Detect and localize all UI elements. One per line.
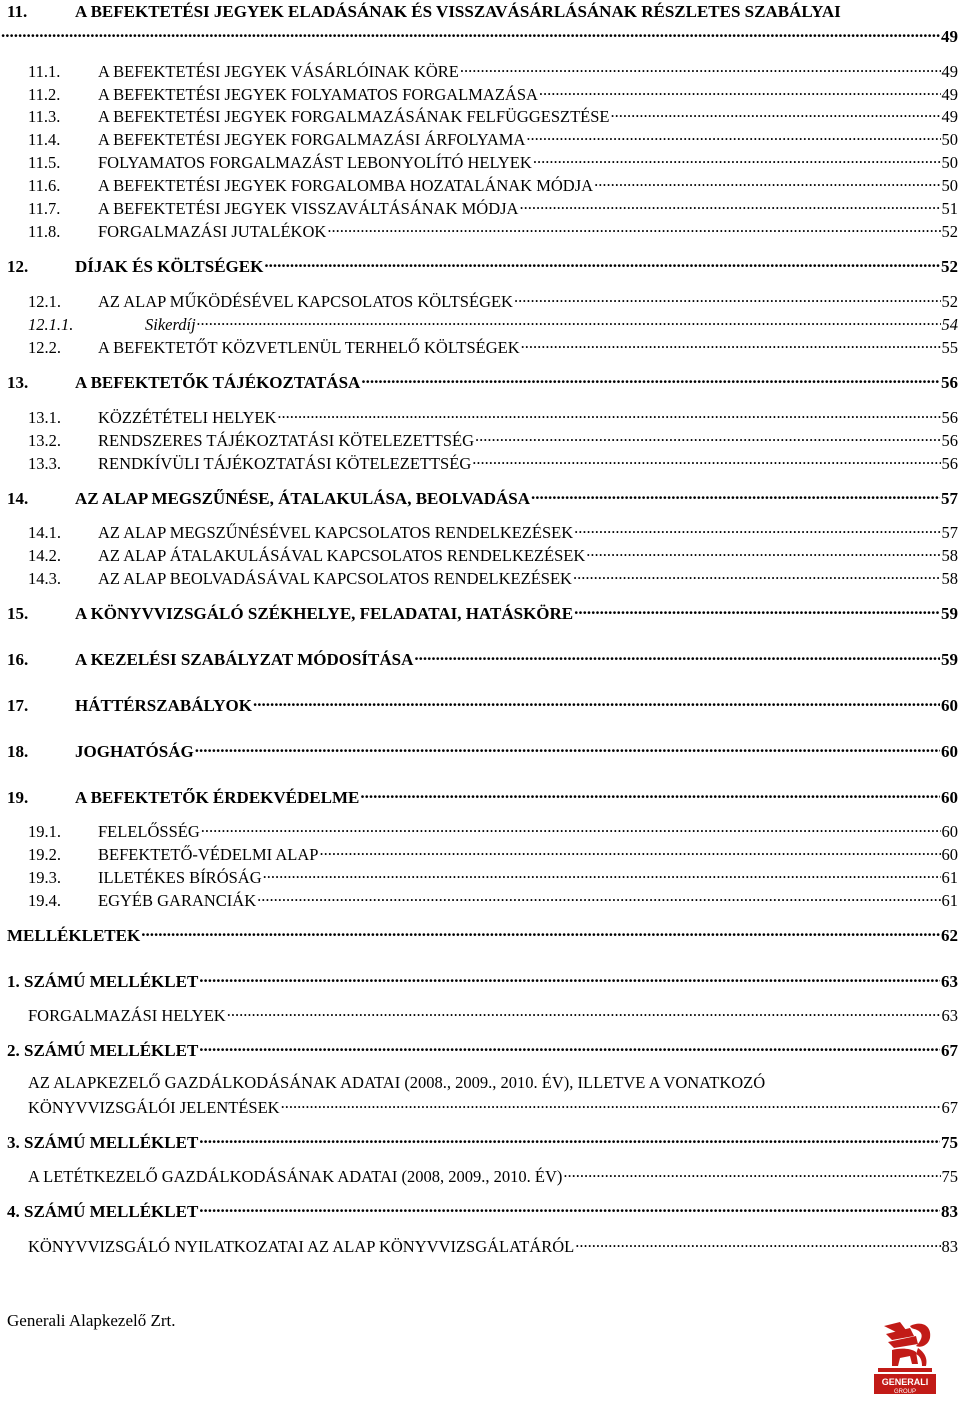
toc-title: A BEFEKTETŐK TÁJÉKOZTATÁSA	[75, 373, 361, 392]
toc-entry-11[interactable]	[0, 2, 958, 22]
toc-leader-dots	[472, 452, 940, 469]
toc-entry-annex-4[interactable]	[0, 1200, 958, 1222]
toc-title: MELLÉKLETEK	[7, 926, 141, 945]
toc-number: 11.4.	[28, 129, 61, 149]
toc-title: 3. SZÁMÚ MELLÉKLET	[7, 1133, 199, 1152]
toc-number: 13.1.	[28, 407, 61, 427]
toc-page-number: 83	[941, 1202, 958, 1221]
toc-leader-dots	[475, 429, 940, 446]
toc-page-number: 57	[941, 489, 958, 508]
toc-leader-dots	[574, 602, 940, 619]
toc-number: 14.1.	[28, 522, 61, 542]
toc-number: 12.	[7, 257, 29, 276]
toc-title: KÖZZÉTÉTELI HELYEK	[98, 407, 277, 427]
toc-leader-dots	[141, 924, 940, 941]
toc-leader-dots	[361, 371, 940, 388]
toc-title: 2. SZÁMÚ MELLÉKLET	[7, 1041, 199, 1060]
toc-leader-dots	[201, 820, 941, 837]
toc-title: 1. SZÁMÚ MELLÉKLET	[7, 972, 199, 991]
toc-entry-19[interactable]	[0, 786, 958, 808]
toc-title: A BEFEKTETÉSI JEGYEK FOLYAMATOS FORGALMAZÁSA	[98, 84, 538, 104]
toc-entry-13-3[interactable]	[0, 452, 958, 474]
toc-page-number: 63	[941, 1005, 958, 1025]
toc-leader-dots	[253, 694, 940, 711]
toc-title: A KEZELÉSI SZABÁLYZAT MÓDOSÍTÁSA	[75, 650, 414, 669]
toc-page-number: 56	[941, 453, 958, 473]
toc-title: AZ ALAP MŰKÖDÉSÉVEL KAPCSOLATOS KÖLTSÉGEK	[98, 291, 513, 311]
toc-entry-14[interactable]	[0, 487, 958, 509]
toc-title: A BEFEKTETŐT KÖZVETLENÜL TERHELŐ KÖLTSÉGEK	[98, 337, 520, 357]
toc-page-number: 56	[941, 373, 958, 392]
toc-title: A BEFEKTETŐK ÉRDEKVÉDELME	[75, 788, 360, 807]
toc-number: 19.4.	[28, 890, 61, 910]
toc-title: JOGHATÓSÁG	[75, 742, 194, 761]
toc-page-number: 52	[941, 291, 958, 311]
toc-entry-11-cont[interactable]	[0, 25, 958, 47]
toc-leader-dots	[263, 866, 941, 883]
generali-lion-logo-icon	[866, 1318, 942, 1396]
toc-number: 17.	[7, 696, 29, 715]
toc-entry-15[interactable]	[0, 602, 958, 624]
toc-number: 15.	[7, 604, 29, 623]
toc-number: 14.3.	[28, 568, 61, 588]
toc-leader-dots	[227, 1004, 941, 1021]
toc-entry-11-5[interactable]	[0, 151, 958, 173]
toc-title: HÁTTÉRSZABÁLYOK	[75, 696, 252, 715]
toc-entry-11-4[interactable]	[0, 128, 958, 150]
toc-page-number: 83	[941, 1236, 958, 1256]
toc-entry-12[interactable]	[0, 255, 958, 277]
toc-title: FORGALMAZÁSI JUTALÉKOK	[98, 221, 327, 241]
toc-leader-dots	[519, 197, 940, 214]
toc-title: ILLETÉKES BÍRÓSÁG	[98, 867, 262, 887]
toc-page-number: 56	[941, 430, 958, 450]
toc-title: AZ ALAP BEOLVADÁSÁVAL KAPCSOLATOS RENDELKEZÉSEK	[98, 568, 572, 588]
toc-leader-dots	[360, 786, 940, 803]
toc-entry-19-2[interactable]	[0, 843, 958, 865]
toc-leader-dots	[521, 336, 941, 353]
toc-title: A KÖNYVVIZSGÁLÓ SZÉKHELYE, FELADATAI, HATÁSKÖRE	[75, 604, 574, 623]
toc-leader-dots	[277, 406, 940, 423]
toc-number: 16.	[7, 650, 29, 669]
toc-title: FELELŐSSÉG	[98, 821, 200, 841]
toc-number: 12.1.1.	[28, 314, 74, 334]
footer-company-name: Generali Alapkezelő Zrt.	[7, 1311, 176, 1330]
toc-entry-annex-2-sub[interactable]	[0, 1096, 958, 1118]
toc-entry-12-2[interactable]	[0, 336, 958, 358]
toc-entry-13-2[interactable]	[0, 429, 958, 451]
toc-page-number: 60	[941, 696, 958, 715]
toc-leader-dots	[281, 1096, 941, 1113]
toc-title: BEFEKTETŐ-VÉDELMI ALAP	[98, 844, 319, 864]
svg-text:GENERALI: GENERALI	[881, 1377, 929, 1387]
toc-number: 11.6.	[28, 175, 61, 195]
toc-number: 14.2.	[28, 545, 61, 565]
toc-page-number: 62	[941, 926, 958, 945]
toc-number: 12.1.	[28, 291, 61, 311]
toc-number: 11.1.	[28, 61, 61, 81]
toc-title: FOLYAMATOS FORGALMAZÁST LEBONYOLÍTÓ HELYEK	[98, 152, 532, 172]
toc-entry-17[interactable]	[0, 694, 958, 716]
toc-title: A BEFEKTETÉSI JEGYEK VISSZAVÁLTÁSÁNAK MÓDJA	[98, 198, 519, 218]
toc-page-number: 49	[941, 84, 958, 104]
toc-leader-dots	[199, 970, 940, 987]
toc-leader-dots	[594, 174, 940, 191]
toc-leader-dots	[533, 151, 941, 168]
toc-leader-dots	[414, 648, 940, 665]
toc-entry-11-3[interactable]	[0, 105, 958, 127]
toc-page-number: 59	[941, 650, 958, 669]
toc-leader-dots	[574, 521, 940, 538]
toc-page-number: 49	[941, 27, 958, 46]
toc-number: 19.2.	[28, 844, 61, 864]
toc-page-number: 51	[941, 198, 958, 218]
toc-leader-dots	[1, 25, 940, 42]
toc-leader-dots	[257, 889, 940, 906]
toc-entry-annex-2-sub-line1[interactable]: AZ ALAPKEZELŐ GAZDÁLKODÁSÁNAK ADATAI (2008., 2009., 2010. ÉV), ILLETVE A VONATKOZÓ	[28, 1073, 766, 1092]
toc-number: 11.3.	[28, 106, 61, 126]
toc-page-number: 67	[941, 1097, 958, 1117]
toc-entry-14-3[interactable]	[0, 567, 958, 589]
toc-entry-16[interactable]	[0, 648, 958, 670]
toc-leader-dots	[586, 544, 940, 561]
toc-number: 13.	[7, 373, 29, 392]
toc-number: 11.	[7, 2, 28, 21]
toc-page-number: 63	[941, 972, 958, 991]
toc-title: FORGALMAZÁSI HELYEK	[28, 1005, 226, 1025]
toc-page-number: 52	[941, 221, 958, 241]
toc-leader-dots	[199, 1131, 940, 1148]
toc-entry-12-1[interactable]	[0, 290, 958, 312]
toc-number: 11.5.	[28, 152, 61, 172]
toc-page-number: 60	[941, 844, 958, 864]
toc-title: DÍJAK ÉS KÖLTSÉGEK	[75, 257, 264, 276]
toc-entry-13-1[interactable]	[0, 406, 958, 428]
toc-leader-dots	[526, 128, 940, 145]
toc-leader-dots	[460, 60, 941, 77]
toc-title: EGYÉB GARANCIÁK	[98, 890, 257, 910]
toc-page-number: 57	[941, 522, 958, 542]
toc-page-number: 50	[941, 152, 958, 172]
toc-title: RENDKÍVÜLI TÁJÉKOZTATÁSI KÖTELEZETTSÉG	[98, 453, 472, 473]
toc-title: 4. SZÁMÚ MELLÉKLET	[7, 1202, 199, 1221]
toc-number: 18.	[7, 742, 29, 761]
toc-number: 11.2.	[28, 84, 61, 104]
toc-title: A BEFEKTETÉSI JEGYEK FORGALMAZÁSÁNAK FELFÜGGESZTÉSE	[98, 106, 610, 126]
toc-entry-annexes[interactable]	[0, 924, 958, 946]
toc-entry-18[interactable]	[0, 740, 958, 762]
toc-title: Sikerdíj	[145, 314, 196, 334]
toc-entry-11-1[interactable]	[0, 60, 958, 82]
toc-number: 11.7.	[28, 198, 61, 218]
toc-title: A BEFEKTETÉSI JEGYEK FORGALOMBA HOZATALÁNAK MÓDJA	[98, 175, 594, 195]
toc-entry-annex-1-sub[interactable]	[0, 1004, 958, 1026]
toc-entry-14-2[interactable]	[0, 544, 958, 566]
toc-entry-11-8[interactable]	[0, 220, 958, 242]
toc-leader-dots	[264, 255, 940, 272]
toc-entry-19-1[interactable]	[0, 820, 958, 842]
toc-entry-13[interactable]	[0, 371, 958, 393]
toc-title: AZ ALAP ÁTALAKULÁSÁVAL KAPCSOLATOS RENDELKEZÉSEK	[98, 545, 586, 565]
toc-number: 12.2.	[28, 337, 61, 357]
toc-title: A LETÉTKEZELŐ GAZDÁLKODÁSÁNAK ADATAI (2008, 2009., 2010. ÉV)	[28, 1166, 563, 1186]
toc-page-number: 54	[941, 314, 958, 334]
toc-entry-annex-3-sub[interactable]	[0, 1165, 958, 1187]
toc-page-number: 60	[941, 788, 958, 807]
toc-title: A BEFEKTETÉSI JEGYEK FORGALMAZÁSI ÁRFOLYAMA	[98, 129, 526, 149]
toc-entry-annex-2[interactable]	[0, 1039, 958, 1061]
toc-entry-14-1[interactable]	[0, 521, 958, 543]
toc-page-number: 56	[941, 407, 958, 427]
toc-page-number: 55	[941, 337, 958, 357]
toc-leader-dots	[611, 105, 941, 122]
toc-page-number: 60	[941, 742, 958, 761]
toc-leader-dots	[327, 220, 940, 237]
toc-page-number: 67	[941, 1041, 958, 1060]
toc-title: RENDSZERES TÁJÉKOZTATÁSI KÖTELEZETTSÉG	[98, 430, 475, 450]
toc-leader-dots	[319, 843, 940, 860]
toc-leader-dots	[199, 1200, 940, 1217]
svg-text:GROUP: GROUP	[893, 1389, 917, 1395]
toc-page-number: 50	[941, 175, 958, 195]
toc-number: 19.3.	[28, 867, 61, 887]
toc-entry-annex-3[interactable]	[0, 1131, 958, 1153]
toc-page-number: 58	[941, 545, 958, 565]
toc-page-number: 52	[941, 257, 958, 276]
toc-leader-dots	[563, 1165, 940, 1182]
toc-number: 13.3.	[28, 453, 61, 473]
toc-leader-dots	[531, 487, 940, 504]
toc-number: 14.	[7, 489, 29, 508]
toc-page-number: 50	[941, 129, 958, 149]
toc-title: A BEFEKTETÉSI JEGYEK VÁSÁRLÓINAK KÖRE	[98, 61, 459, 81]
toc-leader-dots	[575, 1235, 940, 1252]
toc-leader-dots	[195, 740, 940, 757]
toc-leader-dots	[514, 290, 941, 307]
toc-page-number: 61	[941, 867, 958, 887]
toc-page-number: 75	[941, 1133, 958, 1152]
toc-entry-annex-1[interactable]	[0, 970, 958, 992]
toc-page-number: 58	[941, 568, 958, 588]
toc-number: 11.8.	[28, 221, 61, 241]
toc-entry-11-6[interactable]	[0, 174, 958, 196]
toc-title: AZ ALAP MEGSZŰNÉSÉVEL KAPCSOLATOS RENDELKEZÉSEK	[98, 522, 574, 542]
toc-leader-dots	[573, 567, 941, 584]
toc-leader-dots	[197, 313, 941, 330]
toc-page-number: 61	[941, 890, 958, 910]
toc-entry-annex-4-sub[interactable]	[0, 1235, 958, 1257]
toc-title: AZ ALAP MEGSZŰNÉSE, ÁTALAKULÁSA, BEOLVADÁSA	[75, 489, 531, 508]
toc-leader-dots	[199, 1039, 940, 1056]
toc-number: 13.2.	[28, 430, 61, 450]
toc-entry-19-3[interactable]	[0, 866, 958, 888]
toc-entry-11-2[interactable]	[0, 83, 958, 105]
toc-leader-dots	[539, 83, 941, 100]
toc-entry-12-1-1[interactable]	[0, 313, 958, 335]
toc-number: 19.	[7, 788, 29, 807]
toc-number: 19.1.	[28, 821, 61, 841]
toc-title: KÖNYVVIZSGÁLÓ NYILATKOZATAI AZ ALAP KÖNYVVIZSGÁLATÁRÓL	[28, 1236, 575, 1256]
toc-page-number: 49	[941, 61, 958, 81]
toc-title: KÖNYVVIZSGÁLÓI JELENTÉSEK	[28, 1097, 280, 1117]
toc-title: A BEFEKTETÉSI JEGYEK ELADÁSÁNAK ÉS VISSZAVÁSÁRLÁSÁNAK RÉSZLETES SZABÁLYAI	[75, 2, 841, 21]
toc-page-number: 59	[941, 604, 958, 623]
toc-entry-11-7[interactable]	[0, 197, 958, 219]
toc-page-number: 75	[941, 1166, 958, 1186]
toc-page-number: 49	[941, 106, 958, 126]
toc-entry-19-4[interactable]	[0, 889, 958, 911]
toc-page-number: 60	[941, 821, 958, 841]
